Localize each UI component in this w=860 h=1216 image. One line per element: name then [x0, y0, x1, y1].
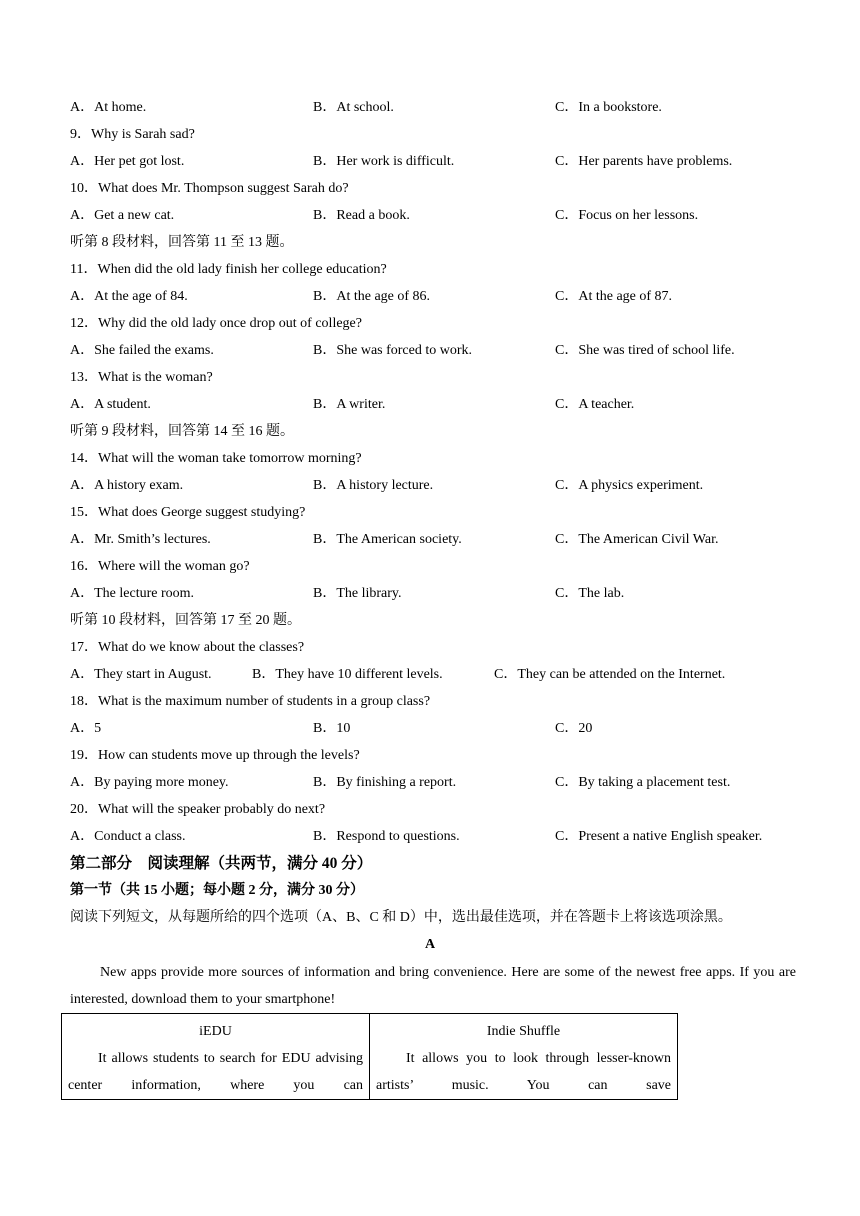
q13-text: 13．What is the woman? [70, 370, 213, 385]
q8-option-a: A．At home. [70, 100, 147, 115]
q19-option-b: B．By finishing a report. [313, 775, 457, 790]
q17-option-c: C．They can be attended on the Internet. [494, 667, 726, 682]
q11-option-c: C．At the age of 87. [555, 289, 673, 304]
listening-intro-9: 听第 9 段材料，回答第 14 至 16 题。 [70, 424, 294, 439]
q10-option-c: C．Focus on her lessons. [555, 208, 699, 223]
q14-text: 14．What will the woman take tomorrow morning? [70, 451, 362, 466]
q20-text: 20．What will the speaker probably do next? [70, 802, 326, 817]
passage-intro [70, 959, 796, 1013]
q17-option-a: A．They start in August. [70, 667, 212, 682]
q10-option-b: B．Read a book. [313, 208, 410, 223]
app-cell-iedu [62, 1014, 370, 1100]
q13-option-a: A．A student. [70, 397, 151, 412]
q18-option-c: C．20 [555, 721, 593, 736]
q18-option-b: B．10 [313, 721, 351, 736]
q11-option-b: B．At the age of 86. [313, 289, 431, 304]
q8-option-b: B．At school. [313, 100, 394, 115]
q10-option-a: A．Get a new cat. [70, 208, 175, 223]
q15-text: 15．What does George suggest studying? [70, 505, 306, 520]
q14-option-a: A．A history exam. [70, 478, 184, 493]
q8-option-c: C．In a bookstore. [555, 100, 662, 115]
q13-option-c: C．A teacher. [555, 397, 635, 412]
listening-intro-10: 听第 10 段材料，回答第 17 至 20 题。 [70, 613, 301, 628]
q12-text: 12．Why did the old lady once drop out of college? [70, 316, 362, 331]
passage-label: A [424, 937, 436, 952]
q9-text: 9．Why is Sarah sad? [70, 127, 195, 142]
q14-option-c: C．A physics experiment. [555, 478, 704, 493]
q19-option-a: A．By paying more money. [70, 775, 229, 790]
q16-option-b: B．The library. [313, 586, 402, 601]
passage-intro-text: New apps provide more sources of information and bring convenience. Here are some of the newest free apps. If you are interested, download them to your smartphone! [70, 965, 796, 1007]
q18-text: 18．What is the maximum number of students in a group class? [70, 694, 431, 709]
app-title-iedu: iEDU [199, 1024, 232, 1039]
app-title-indie-shuffle: Indie Shuffle [486, 1024, 561, 1039]
q11-text: 11．When did the old lady finish her college education? [70, 262, 387, 277]
q16-text: 16．Where will the woman go? [70, 559, 250, 574]
apps-table [61, 1013, 678, 1100]
q13-option-b: B．A writer. [313, 397, 386, 412]
q20-option-a: A．Conduct a class. [70, 829, 186, 844]
listening-intro-8: 听第 8 段材料，回答第 11 至 13 题。 [70, 235, 294, 250]
q15-option-a: A．Mr. Smith’s lectures. [70, 532, 211, 547]
q19-text: 19．How can students move up through the levels? [70, 748, 360, 763]
q10-text: 10．What does Mr. Thompson suggest Sarah do? [70, 181, 349, 196]
q19-option-c: C．By taking a placement test. [555, 775, 731, 790]
q11-option-a: A．At the age of 84. [70, 289, 188, 304]
q15-option-b: B．The American society. [313, 532, 462, 547]
q17-text: 17．What do we know about the classes? [70, 640, 305, 655]
q14-option-b: B．A history lecture. [313, 478, 434, 493]
app-text-iedu: It allows students to search for EDU advising center information, where you can [68, 1051, 363, 1093]
q16-option-a: A．The lecture room. [70, 586, 195, 601]
q12-option-b: B．She was forced to work. [313, 343, 473, 358]
q12-option-c: C．She was tired of school life. [555, 343, 735, 358]
part2-title: 第二部分 阅读理解（共两节，满分 40 分） [70, 855, 373, 872]
q9-option-b: B．Her work is difficult. [313, 154, 455, 169]
q9-option-a: A．Her pet got lost. [70, 154, 185, 169]
q17-option-b: B．They have 10 different levels. [252, 667, 443, 682]
reading-instruction: 阅读下列短文，从每题所给的四个选项（A、B、C 和 D）中，选出最佳选项，并在答题卡上将该选项涂黑。 [70, 910, 732, 925]
q20-option-b: B．Respond to questions. [313, 829, 460, 844]
q9-option-c: C．Her parents have problems. [555, 154, 733, 169]
app-cell-indie-shuffle [370, 1014, 678, 1100]
q12-option-a: A．She failed the exams. [70, 343, 214, 358]
app-text-indie-shuffle: It allows you to look through lesser-known artists’ music. You can save [376, 1051, 671, 1093]
section1-title: 第一节（共 15 小题；每小题 2 分，满分 30 分） [70, 883, 364, 898]
q18-option-a: A．5 [70, 721, 102, 736]
q20-option-c: C．Present a native English speaker. [555, 829, 763, 844]
q16-option-c: C．The lab. [555, 586, 625, 601]
q15-option-c: C．The American Civil War. [555, 532, 719, 547]
